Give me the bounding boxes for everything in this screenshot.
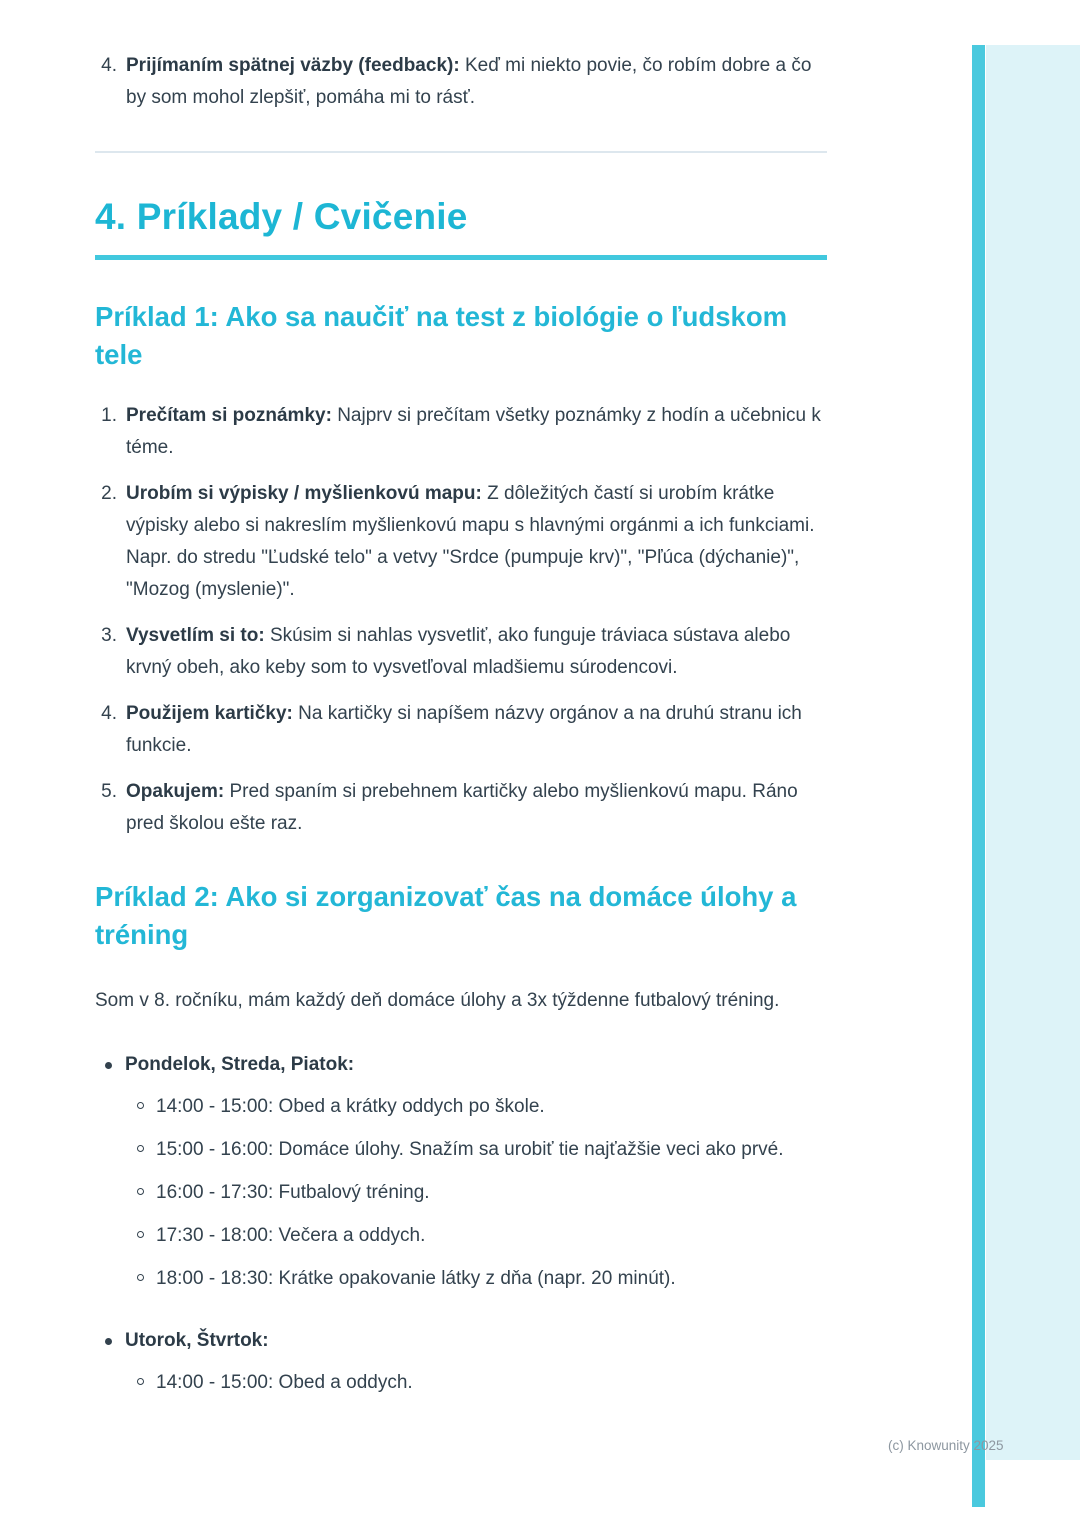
sub-list — [135, 1091, 827, 1295]
list-item — [95, 620, 827, 684]
example2-intro: Som v 8. ročníku, mám každý deň domáce úlohy a 3x týždenne futbalový tréning. — [95, 990, 780, 1011]
section-title-underline — [95, 255, 827, 260]
list-item-lead: Vysvetlím si to: — [126, 625, 265, 646]
list-number: 1. — [101, 405, 117, 426]
circle-bullet-icon — [137, 1231, 144, 1238]
circle-bullet-icon — [137, 1145, 144, 1152]
list-item-text — [126, 698, 827, 762]
document-content — [95, 0, 827, 1410]
list-item-body: Pred spaním si prebehnem kartičky alebo myšlienkovú mapu. Ráno pred školou ešte raz. — [126, 781, 798, 834]
sub-list-item — [135, 1177, 827, 1209]
section-divider — [95, 151, 827, 153]
sub-item-text: 14:00 - 15:00: Obed a oddych. — [156, 1372, 413, 1393]
list-number: 4. — [101, 703, 117, 724]
sub-list-item — [135, 1091, 827, 1123]
sub-list-item — [135, 1263, 827, 1295]
list-item-lead: Prečítam si poznámky: — [126, 405, 332, 426]
list-number: 5. — [101, 781, 117, 802]
sub-item-text: 16:00 - 17:30: Futbalový tréning. — [156, 1182, 430, 1203]
list-item-text — [126, 620, 827, 684]
sub-list — [135, 1367, 827, 1399]
sub-item-text: 15:00 - 16:00: Domáce úlohy. Snažím sa urobiť tie najťažšie veci ako prvé. — [156, 1139, 784, 1160]
bullet-label — [125, 1325, 269, 1357]
list-number: 3. — [101, 625, 117, 646]
sub-list-item — [135, 1367, 827, 1399]
bullet-dot-icon — [105, 1062, 112, 1069]
list-item-lead: Použijem kartičky: — [126, 703, 293, 724]
sub-item-text: 17:30 - 18:00: Večera a oddych. — [156, 1225, 426, 1246]
circle-bullet-icon — [137, 1188, 144, 1195]
list-item-body: Keď mi niekto povie, čo robím dobre a čo by som mohol zlepšiť, pomáha mi to rásť. — [126, 55, 812, 108]
right-margin-strip — [986, 45, 1080, 1460]
schedule-group-2 — [95, 1325, 827, 1399]
list-item-lead: Urobím si výpisky / myšlienkovú mapu: — [126, 483, 482, 504]
right-accent-bar — [972, 45, 985, 1507]
bullet-item — [105, 1049, 827, 1081]
list-item-body: Najprv si prečítam všetky poznámky z hodín a učebnicu k téme. — [126, 405, 821, 458]
list-item-lead: Opakujem: — [126, 781, 225, 802]
bullet-label-text: Pondelok, Streda, Piatok: — [125, 1054, 355, 1075]
example1-title: Príklad 1: Ako sa naučiť na test z biológie o ľudskom tele — [95, 301, 788, 370]
copyright-notice: (c) Knowunity 2025 — [888, 1438, 1004, 1453]
list-item — [95, 400, 827, 464]
sub-item-text: 18:00 - 18:30: Krátke opakovanie látky z dňa (napr. 20 minút). — [156, 1268, 676, 1289]
list-item-body: Skúsim si nahlas vysvetliť, ako funguje tráviaca sústava alebo krvný obeh, ako keby som to vysvetľoval mladšiemu súrodencovi. — [126, 625, 791, 678]
list-item-text — [126, 400, 827, 464]
list-item-body: Na kartičky si napíšem názvy orgánov a na druhú stranu ich funkcie. — [126, 703, 802, 756]
section-title: 4. Príklady / Cvičenie — [95, 196, 468, 237]
list-item-feedback — [95, 50, 827, 114]
list-number: 2. — [101, 483, 117, 504]
list-item-lead: Prijímaním spätnej väzby (feedback): — [126, 55, 460, 76]
sub-list-item — [135, 1134, 827, 1166]
bullet-dot-icon — [105, 1338, 112, 1345]
sub-item-text: 14:00 - 15:00: Obed a krátky oddych po škole. — [156, 1096, 545, 1117]
circle-bullet-icon — [137, 1274, 144, 1281]
list-item-text — [126, 776, 827, 840]
list-item — [95, 776, 827, 840]
list-item-body: Z dôležitých častí si urobím krátke výpisky alebo si nakreslím myšlienkovú mapu s hlavnými orgánmi a ich funkciami. Napr. do stredu "Ľudské telo" a vetvy "Srdce (pumpuje krv)", "Pľúca (dýchanie)", "Mozog (myslenie)". — [126, 483, 815, 600]
list-item — [95, 698, 827, 762]
list-item — [95, 478, 827, 606]
example2-title: Príklad 2: Ako si zorganizovať čas na domáce úlohy a tréning — [95, 881, 797, 950]
bullet-label-text: Utorok, Štvrtok: — [125, 1330, 269, 1351]
list-item-text — [126, 478, 827, 606]
bullet-label — [125, 1049, 354, 1081]
list-item-text — [126, 50, 827, 114]
circle-bullet-icon — [137, 1102, 144, 1109]
list-number: 4. — [101, 55, 117, 76]
sub-list-item — [135, 1220, 827, 1252]
bullet-item — [105, 1325, 827, 1357]
circle-bullet-icon — [137, 1378, 144, 1385]
schedule-group-1 — [95, 1049, 827, 1295]
